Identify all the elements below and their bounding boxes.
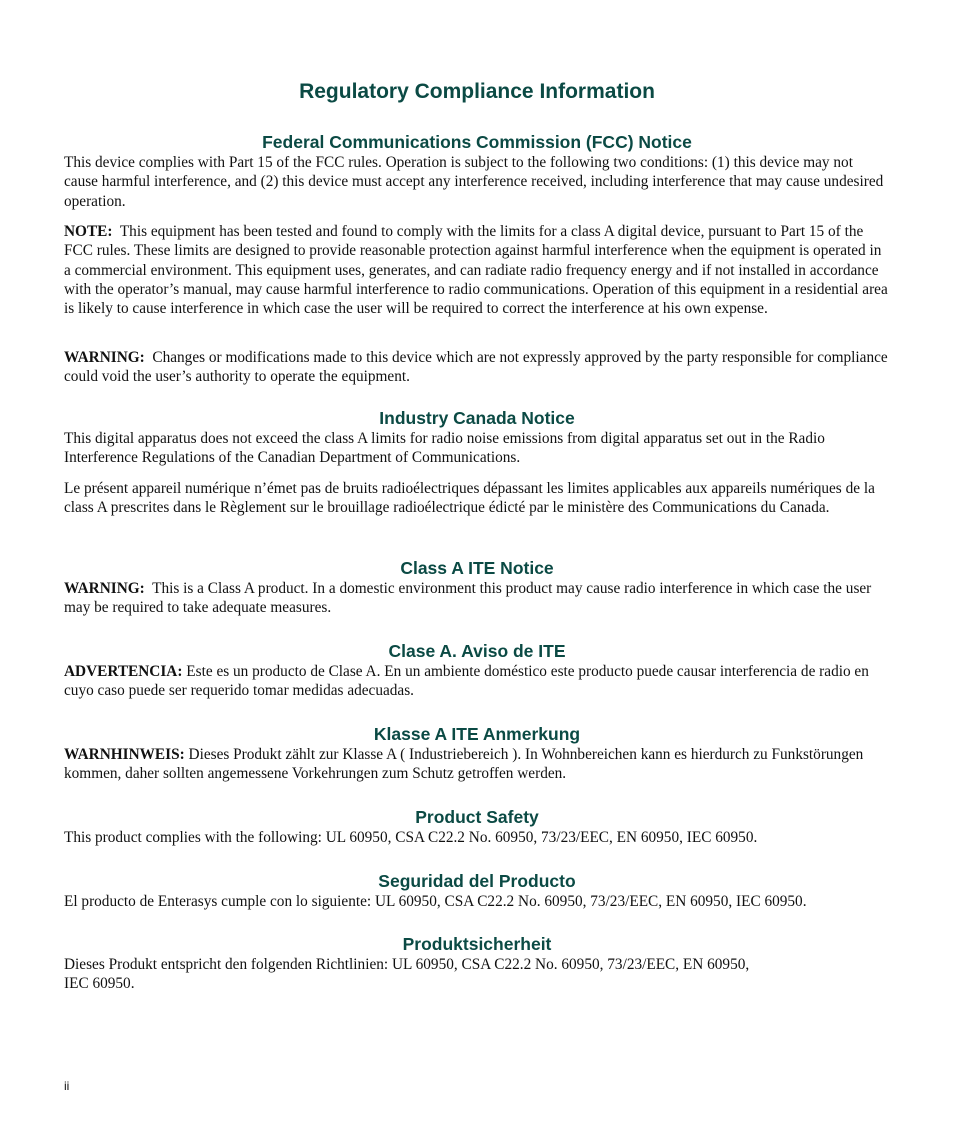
safety-section <box>64 806 890 847</box>
canada-heading: Industry Canada Notice <box>379 408 575 428</box>
seguridad-heading: Seguridad del Producto <box>378 871 576 891</box>
page-number: ii <box>64 1079 70 1093</box>
canada-paragraph-fr: Le présent appareil numérique n’émet pas de bruits radioélectriques dépassant les limites applicables aux appareils numériques de la class A prescrites dans le Règlement sur le brouillage radioélectrique édicté par le ministère des Communications du Canada. <box>64 480 875 517</box>
class-a-section <box>64 557 890 618</box>
class-a-text: This is a Class A product. In a domestic environment this product may cause radio interference in which case the user may be required to take adequate measures. <box>64 580 872 617</box>
page-title: Regulatory Compliance Information <box>299 80 655 103</box>
klasse-a-section <box>64 723 890 784</box>
fcc-paragraph: This device complies with Part 15 of the FCC rules. Operation is subject to the following two conditions: (1) this device may not cause harmful interference, and (2) this device must accept any interference received, including interference that may cause undesired operation. <box>64 154 884 210</box>
note-text: This equipment has been tested and found to comply with the limits for a class A digital device, pursuant to Part 15 of the FCC rules. These limits are designed to provide reasonable protection against harmful interference when the equipment is operated in a commercial environment. This equipment uses, generates, and can radiate radio frequency energy and if not installed in accordance with the operator’s manual, may cause harmful interference to radio communications. Operation of this equipment in a residential area is likely to cause interference in which case the user will be required to correct the interference at his own expense. <box>64 223 888 318</box>
klasse-a-text: Dieses Produkt zählt zur Klasse A ( Industriebereich ). In Wohnbereichen kann es hierdurch zu Funkstörungen kommen, daher sollten angemessene Vorkehrungen zum Schutz getroffen werden. <box>64 746 864 783</box>
clase-a-text: Este es un producto de Clase A. En un ambiente doméstico este producto puede causar interferencia de radio en cuyo caso puede ser requerido tomar medidas adecuadas. <box>64 663 869 700</box>
warning-label: WARNING: <box>64 349 145 366</box>
klasse-a-heading: Klasse A ITE Anmerkung <box>373 724 581 744</box>
sicherheit-text-line1: Dieses Produkt entspricht den folgenden Richtlinien: UL 60950, CSA C22.2 No. 60950, 73/23/EEC, EN 60950, <box>64 956 750 973</box>
safety-text: This product complies with the following: UL 60950, CSA C22.2 No. 60950, 73/23/EEC, EN 60950, IEC 60950. <box>64 829 758 846</box>
fcc-warning <box>64 348 890 387</box>
canada-section <box>64 407 890 468</box>
fcc-heading: Federal Communications Commission (FCC) Notice <box>262 132 692 152</box>
sicherheit-heading: Produktsicherheit <box>402 934 552 954</box>
class-a-heading: Class A ITE Notice <box>400 558 554 578</box>
clase-a-section <box>64 640 890 701</box>
canada-french <box>64 479 890 518</box>
safety-heading: Product Safety <box>415 807 539 827</box>
fcc-note <box>64 222 890 318</box>
sicherheit-text <box>64 955 890 994</box>
clase-a-label: ADVERTENCIA: <box>64 663 183 680</box>
note-label: NOTE: <box>64 223 113 240</box>
seguridad-text: El producto de Enterasys cumple con lo siguiente: UL 60950, CSA C22.2 No. 60950, 73/23/EEC, EN 60950, IEC 60950. <box>64 893 807 910</box>
fcc-section <box>64 131 890 211</box>
class-a-label: WARNING: <box>64 580 145 597</box>
seguridad-section <box>64 870 890 911</box>
sicherheit-text-line2: IEC 60950. <box>64 975 135 993</box>
warning-text: Changes or modifications made to this device which are not expressly approved by the party responsible for compliance could void the user’s authority to operate the equipment. <box>64 349 888 386</box>
klasse-a-label: WARNHINWEIS: <box>64 746 185 763</box>
canada-paragraph-en: This digital apparatus does not exceed the class A limits for radio noise emissions from digital apparatus set out in the Radio Interference Regulations of the Canadian Department of Communications. <box>64 430 825 467</box>
clase-a-heading: Clase A. Aviso de ITE <box>388 641 566 661</box>
sicherheit-section <box>64 933 890 994</box>
